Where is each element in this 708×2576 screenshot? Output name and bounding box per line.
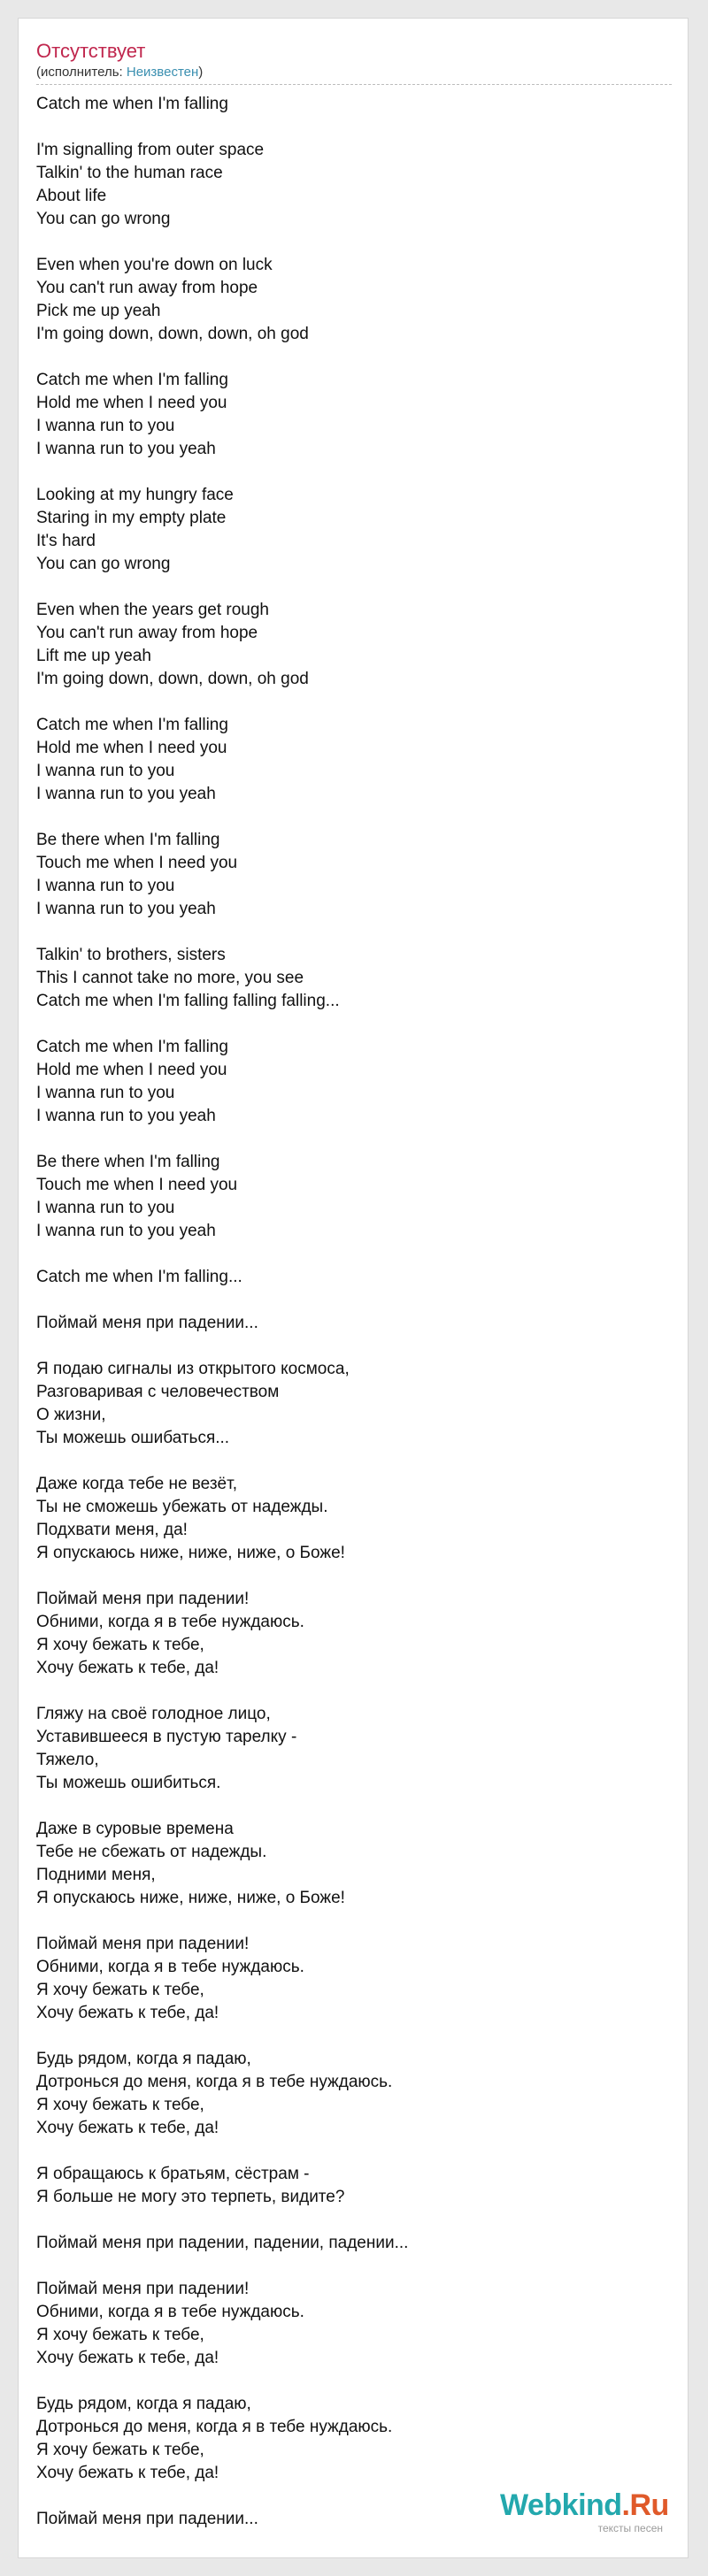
lyrics-line: Хочу бежать к тебе, да!	[36, 2464, 219, 2482]
lyrics-line: Хочу бежать к тебе, да!	[36, 2004, 219, 2022]
lyrics-stanza	[36, 599, 672, 691]
lyrics-stanza	[36, 1933, 672, 2025]
lyrics-line: I wanna run to you	[36, 877, 175, 895]
lyrics-card	[18, 18, 689, 2558]
lyrics-line: Хочу бежать к тебе, да!	[36, 1659, 219, 1677]
lyrics-line: Я опускаюсь ниже, ниже, ниже, о Боже!	[36, 1544, 345, 1562]
lyrics-stanza	[36, 1818, 672, 1910]
lyrics-line: Catch me when I'm falling	[36, 95, 228, 113]
lyrics-stanza	[36, 714, 672, 806]
artist-link[interactable]: Неизвестен	[126, 65, 199, 80]
lyrics-line: Будь рядом, когда я падаю,	[36, 2395, 251, 2413]
lyrics-line: You can't run away from hope	[36, 279, 258, 297]
lyrics-line: Staring in my empty plate	[36, 509, 227, 527]
lyrics-line: I'm going down, down, down, oh god	[36, 670, 309, 688]
lyrics-line: Я хочу бежать к тебе,	[36, 1636, 204, 1654]
lyrics-line: Even when the years get rough	[36, 601, 270, 619]
lyrics-line: Дотронься до меня, когда я в тебе нуждаюсь.	[36, 2073, 393, 2091]
lyrics-line: Catch me when I'm falling falling falling...	[36, 992, 340, 1010]
lyrics-line: Будь рядом, когда я падаю,	[36, 2050, 251, 2068]
lyrics-line: Ты не сможешь убежать от надежды.	[36, 1498, 328, 1516]
lyrics-text	[36, 93, 672, 2554]
lyrics-line: О жизни,	[36, 1406, 106, 1424]
lyrics-line: Тебе не сбежать от надежды.	[36, 1843, 267, 1861]
lyrics-line: I'm signalling from outer space	[36, 141, 265, 159]
lyrics-line: I wanna run to you	[36, 1199, 175, 1217]
lyrics-line: You can go wrong	[36, 210, 171, 228]
artist-prefix: (исполнитель:	[36, 65, 127, 80]
lyrics-stanza	[36, 1703, 672, 1795]
lyrics-line: Поймай меня при падении, падении, падении...	[36, 2234, 409, 2252]
logo-tagline: тексты песен	[597, 2522, 663, 2534]
lyrics-line: Catch me when I'm falling...	[36, 1268, 242, 1286]
lyrics-line: Обними, когда я в тебе нуждаюсь.	[36, 1958, 304, 1976]
lyrics-line: Поймай меня при падении!	[36, 1935, 250, 1953]
lyrics-line: Catch me when I'm falling	[36, 1038, 228, 1056]
lyrics-line: Я хочу бежать к тебе,	[36, 2326, 204, 2344]
lyrics-stanza	[36, 1312, 672, 1335]
lyrics-line: Hold me when I need you	[36, 739, 227, 757]
lyrics-stanza	[36, 1036, 672, 1128]
lyrics-line: Обними, когда я в тебе нуждаюсь.	[36, 2303, 304, 2321]
lyrics-line: Уставившееся в пустую тарелку -	[36, 1728, 297, 1746]
lyrics-line: Поймай меня при падении!	[36, 1590, 250, 1608]
lyrics-line: Pick me up yeah	[36, 302, 161, 320]
lyrics-line: Hold me when I need you	[36, 394, 227, 412]
lyrics-line: Разговаривая с человечеством	[36, 1383, 280, 1401]
logo-wordmark	[500, 2488, 668, 2522]
lyrics-line: Talkin' to brothers, sisters	[36, 946, 226, 964]
lyrics-line: Я хочу бежать к тебе,	[36, 2096, 204, 2114]
lyrics-line: You can go wrong	[36, 555, 171, 573]
lyrics-line: Гляжу на своё голодное лицо,	[36, 1705, 271, 1723]
lyrics-line: Обними, когда я в тебе нуждаюсь.	[36, 1613, 304, 1631]
lyrics-line: Touch me when I need you	[36, 854, 238, 872]
song-title: Отсутствует	[36, 40, 146, 62]
lyrics-stanza	[36, 2163, 672, 2209]
lyrics-line: Я подаю сигналы из открытого космоса,	[36, 1360, 350, 1378]
lyrics-line: Even when you're down on luck	[36, 256, 273, 274]
lyrics-line: I wanna run to you yeah	[36, 785, 216, 803]
lyrics-line: Я обращаюсь к братьям, сёстрам -	[36, 2165, 310, 2183]
lyrics-stanza	[36, 2232, 672, 2255]
lyrics-stanza	[36, 484, 672, 576]
lyrics-line: About life	[36, 187, 107, 205]
lyrics-line: Подними меня,	[36, 1866, 156, 1884]
lyrics-line: Я опускаюсь ниже, ниже, ниже, о Боже!	[36, 1889, 345, 1907]
lyrics-line: Ты можешь ошибиться.	[36, 1774, 221, 1792]
logo-name: Webkind	[500, 2488, 622, 2522]
lyrics-stanza	[36, 1358, 672, 1450]
lyrics-line: Catch me when I'm falling	[36, 371, 228, 389]
lyrics-stanza	[36, 254, 672, 346]
artist-suffix: )	[198, 65, 204, 80]
lyrics-stanza	[36, 2278, 672, 2370]
lyrics-stanza	[36, 139, 672, 231]
lyrics-line: Хочу бежать к тебе, да!	[36, 2349, 219, 2367]
lyrics-line: Тяжело,	[36, 1751, 99, 1769]
lyrics-line: I wanna run to you yeah	[36, 1107, 216, 1125]
lyrics-line: It's hard	[36, 532, 96, 550]
song-header	[36, 40, 672, 85]
lyrics-line: I wanna run to you	[36, 1084, 175, 1102]
lyrics-line: Хочу бежать к тебе, да!	[36, 2119, 219, 2137]
lyrics-stanza	[36, 1151, 672, 1243]
lyrics-line: Я больше не могу это терпеть, видите?	[36, 2188, 345, 2206]
lyrics-stanza	[36, 1266, 672, 1289]
lyrics-line: You can't run away from hope	[36, 624, 258, 642]
lyrics-line: Be there when I'm falling	[36, 1153, 220, 1171]
lyrics-stanza	[36, 369, 672, 461]
artist-line	[36, 65, 672, 85]
lyrics-stanza	[36, 93, 672, 116]
webkind-logo[interactable]	[500, 2488, 668, 2542]
lyrics-line: Ты можешь ошибаться...	[36, 1429, 230, 1447]
lyrics-line: Поймай меня при падении...	[36, 1314, 258, 1332]
lyrics-line: I wanna run to you yeah	[36, 440, 216, 458]
lyrics-line: Даже в суровые времена	[36, 1820, 234, 1838]
lyrics-line: Talkin' to the human race	[36, 164, 223, 182]
lyrics-line: I'm going down, down, down, oh god	[36, 325, 309, 343]
lyrics-stanza	[36, 1473, 672, 1565]
lyrics-line: Поймай меня при падении!	[36, 2280, 250, 2298]
lyrics-stanza	[36, 2393, 672, 2485]
lyrics-stanza	[36, 944, 672, 1013]
lyrics-line: Be there when I'm falling	[36, 831, 220, 849]
lyrics-line: I wanna run to you	[36, 762, 175, 780]
lyrics-line: Даже когда тебе не везёт,	[36, 1475, 237, 1493]
lyrics-line: Я хочу бежать к тебе,	[36, 1981, 204, 1999]
lyrics-stanza	[36, 2048, 672, 2140]
lyrics-line: I wanna run to you yeah	[36, 900, 216, 918]
lyrics-stanza	[36, 1588, 672, 1680]
lyrics-line: I wanna run to you	[36, 417, 175, 435]
lyrics-line: Подхвати меня, да!	[36, 1521, 188, 1539]
lyrics-line: Touch me when I need you	[36, 1176, 238, 1194]
lyrics-line: Looking at my hungry face	[36, 486, 234, 504]
lyrics-stanza	[36, 829, 672, 921]
logo-tld: .Ru	[621, 2488, 669, 2522]
lyrics-line: Catch me when I'm falling	[36, 716, 228, 734]
lyrics-line: I wanna run to you yeah	[36, 1222, 216, 1240]
lyrics-line: Я хочу бежать к тебе,	[36, 2441, 204, 2459]
lyrics-line: Hold me when I need you	[36, 1061, 227, 1079]
lyrics-line: Lift me up yeah	[36, 647, 151, 665]
lyrics-line: Поймай меня при падении...	[36, 2510, 258, 2528]
lyrics-line: Дотронься до меня, когда я в тебе нуждаюсь.	[36, 2418, 393, 2436]
lyrics-line: This I cannot take no more, you see	[36, 969, 304, 987]
